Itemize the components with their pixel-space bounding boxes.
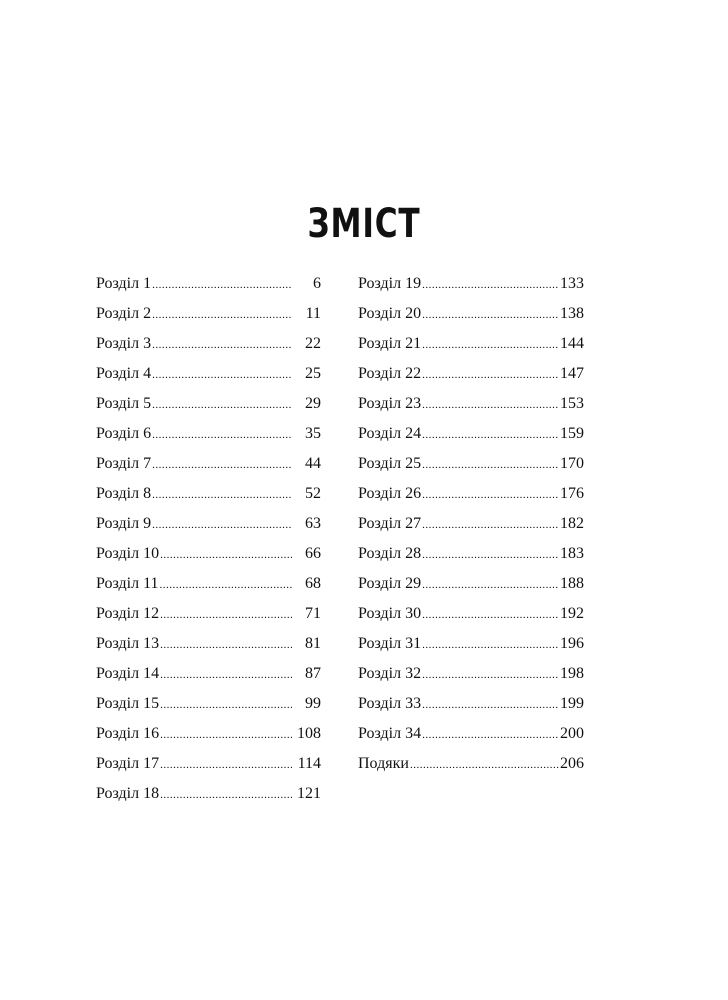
toc-entry-label: Розділ 2 bbox=[96, 305, 152, 322]
toc-entry-label: Розділ 7 bbox=[96, 455, 152, 472]
toc-entry-page-number: 63 bbox=[305, 515, 321, 532]
dot-leader bbox=[152, 330, 292, 360]
toc-entry-page-number: 170 bbox=[560, 455, 584, 472]
dot-leader bbox=[422, 270, 559, 300]
dot-leader bbox=[422, 570, 559, 600]
toc-entry-label: Розділ 15 bbox=[96, 695, 160, 712]
toc-entry bbox=[96, 719, 321, 749]
toc-entry-label: Розділ 31 bbox=[358, 635, 422, 652]
toc-entry-label: Розділ 21 bbox=[358, 335, 422, 352]
dot-leader bbox=[422, 360, 559, 390]
dot-leader bbox=[160, 570, 292, 600]
toc-entry-label: Розділ 13 bbox=[96, 635, 160, 652]
dot-leader bbox=[422, 390, 559, 420]
dot-leader bbox=[422, 600, 559, 630]
toc-entry-page-number: 183 bbox=[560, 545, 584, 562]
toc-entry bbox=[96, 509, 321, 539]
toc-entry-label: Розділ 28 bbox=[358, 545, 422, 562]
toc-entry-page-number: 25 bbox=[305, 365, 321, 382]
toc-entry bbox=[358, 509, 584, 539]
toc-entry-label: Розділ 14 bbox=[96, 665, 160, 682]
dot-leader bbox=[160, 780, 292, 810]
toc-entry bbox=[96, 419, 321, 449]
toc-entry-label: Розділ 6 bbox=[96, 425, 152, 442]
toc-entry bbox=[96, 479, 321, 509]
toc-entry-label: Розділ 12 bbox=[96, 605, 160, 622]
toc-entry-label: Розділ 20 bbox=[358, 305, 422, 322]
toc-entry-page-number: 192 bbox=[560, 605, 584, 622]
toc-entry-page-number: 198 bbox=[560, 665, 584, 682]
dot-leader bbox=[160, 690, 292, 720]
toc-entry bbox=[358, 389, 584, 419]
toc-entry-label: Розділ 17 bbox=[96, 755, 160, 772]
dot-leader bbox=[160, 720, 292, 750]
dot-leader bbox=[152, 510, 292, 540]
dot-leader bbox=[422, 720, 559, 750]
toc-entry bbox=[358, 419, 584, 449]
toc-entry bbox=[358, 269, 584, 299]
toc-entry bbox=[358, 719, 584, 749]
toc-entry-page-number: 133 bbox=[560, 275, 584, 292]
toc-entry-label: Розділ 29 bbox=[358, 575, 422, 592]
toc-entry-page-number: 153 bbox=[560, 395, 584, 412]
toc-entry-page-number: 66 bbox=[305, 545, 321, 562]
toc-entry bbox=[358, 749, 584, 779]
toc-entry-page-number: 71 bbox=[305, 605, 321, 622]
toc-entry-page-number: 176 bbox=[560, 485, 584, 502]
toc-column-left bbox=[96, 269, 321, 809]
dot-leader bbox=[152, 480, 292, 510]
toc-entry-label: Розділ 26 bbox=[358, 485, 422, 502]
dot-leader bbox=[160, 540, 292, 570]
toc-entry bbox=[96, 749, 321, 779]
toc-entry bbox=[96, 569, 321, 599]
toc-entry-page-number: 199 bbox=[560, 695, 584, 712]
toc-entry-label: Розділ 18 bbox=[96, 785, 160, 802]
toc-entry bbox=[358, 599, 584, 629]
toc-entry-page-number: 87 bbox=[305, 665, 321, 682]
dot-leader bbox=[152, 300, 292, 330]
dot-leader bbox=[160, 750, 292, 780]
toc-entry-page-number: 114 bbox=[297, 755, 321, 772]
dot-leader bbox=[422, 300, 559, 330]
toc-entry-label: Розділ 10 bbox=[96, 545, 160, 562]
toc-entry-label: Розділ 19 bbox=[358, 275, 422, 292]
toc-entry-page-number: 196 bbox=[560, 635, 584, 652]
toc-entry-label: Розділ 3 bbox=[96, 335, 152, 352]
toc-entry-label: Розділ 1 bbox=[96, 275, 152, 292]
dot-leader bbox=[152, 360, 292, 390]
toc-entry bbox=[96, 389, 321, 419]
toc-entry-page-number: 147 bbox=[560, 365, 584, 382]
dot-leader bbox=[410, 750, 559, 780]
dot-leader bbox=[422, 330, 559, 360]
dot-leader bbox=[422, 450, 559, 480]
dot-leader bbox=[422, 540, 559, 570]
toc-entry bbox=[96, 329, 321, 359]
toc-entry-page-number: 52 bbox=[305, 485, 321, 502]
toc-entry-label: Розділ 4 bbox=[96, 365, 152, 382]
toc-entry-page-number: 35 bbox=[305, 425, 321, 442]
toc-entry bbox=[358, 449, 584, 479]
toc-entry-page-number: 144 bbox=[560, 335, 584, 352]
toc-entry bbox=[358, 329, 584, 359]
toc-entry-label: Розділ 24 bbox=[358, 425, 422, 442]
dot-leader bbox=[152, 420, 292, 450]
toc-entry bbox=[96, 449, 321, 479]
dot-leader bbox=[160, 660, 292, 690]
toc-entry bbox=[96, 629, 321, 659]
toc-entry-page-number: 99 bbox=[305, 695, 321, 712]
toc-column-right bbox=[358, 269, 584, 779]
toc-entry-label: Розділ 5 bbox=[96, 395, 152, 412]
toc-entry bbox=[96, 299, 321, 329]
toc-entry-label: Розділ 23 bbox=[358, 395, 422, 412]
toc-entry-label: Розділ 33 bbox=[358, 695, 422, 712]
toc-entry bbox=[358, 539, 584, 569]
toc-entry-label: Розділ 9 bbox=[96, 515, 152, 532]
toc-entry-page-number: 44 bbox=[305, 455, 321, 472]
toc-entry-label: Розділ 27 bbox=[358, 515, 422, 532]
toc-entry-label: Розділ 8 bbox=[96, 485, 152, 502]
toc-entry-page-number: 68 bbox=[305, 575, 321, 592]
dot-leader bbox=[160, 600, 292, 630]
dot-leader bbox=[422, 660, 559, 690]
toc-entry bbox=[96, 269, 321, 299]
toc-entry-page-number: 108 bbox=[297, 725, 321, 742]
toc-entry bbox=[96, 779, 321, 809]
toc-entry-page-number: 138 bbox=[560, 305, 584, 322]
toc-entry-page-number: 159 bbox=[560, 425, 584, 442]
dot-leader bbox=[422, 420, 559, 450]
toc-entry-page-number: 81 bbox=[305, 635, 321, 652]
toc-entry-label: Розділ 25 bbox=[358, 455, 422, 472]
toc-entry bbox=[96, 539, 321, 569]
toc-entry bbox=[358, 569, 584, 599]
toc-entry-page-number: 182 bbox=[560, 515, 584, 532]
dot-leader bbox=[422, 510, 559, 540]
toc-entry-label: Розділ 22 bbox=[358, 365, 422, 382]
dot-leader bbox=[152, 270, 292, 300]
dot-leader bbox=[152, 450, 292, 480]
page-title: ЗМІСТ bbox=[307, 201, 421, 247]
toc-entry-label: Розділ 16 bbox=[96, 725, 160, 742]
toc-entry-label: Розділ 32 bbox=[358, 665, 422, 682]
toc-entry bbox=[96, 359, 321, 389]
dot-leader bbox=[422, 480, 559, 510]
toc-entry-page-number: 206 bbox=[560, 755, 584, 772]
dot-leader bbox=[422, 690, 559, 720]
toc-entry bbox=[358, 629, 584, 659]
toc-entry bbox=[358, 659, 584, 689]
toc-entry bbox=[96, 659, 321, 689]
toc-entry bbox=[96, 689, 321, 719]
toc-entry bbox=[358, 359, 584, 389]
toc-entry bbox=[96, 599, 321, 629]
toc-entry-label: Розділ 11 bbox=[96, 575, 159, 592]
toc-entry bbox=[358, 479, 584, 509]
dot-leader bbox=[152, 390, 292, 420]
toc-entry-label: Розділ 30 bbox=[358, 605, 422, 622]
dot-leader bbox=[160, 630, 292, 660]
toc-entry-page-number: 11 bbox=[305, 305, 321, 322]
dot-leader bbox=[422, 630, 559, 660]
toc-entry-page-number: 6 bbox=[313, 275, 321, 292]
toc-entry-page-number: 200 bbox=[560, 725, 584, 742]
toc-entry bbox=[358, 299, 584, 329]
toc-entry-page-number: 29 bbox=[305, 395, 321, 412]
toc-entry-label: Подяки bbox=[358, 755, 409, 772]
toc-entry-page-number: 188 bbox=[560, 575, 584, 592]
toc-entry-label: Розділ 34 bbox=[358, 725, 422, 742]
toc-entry bbox=[358, 689, 584, 719]
toc-entry-page-number: 121 bbox=[297, 785, 321, 802]
toc-entry-page-number: 22 bbox=[305, 335, 321, 352]
